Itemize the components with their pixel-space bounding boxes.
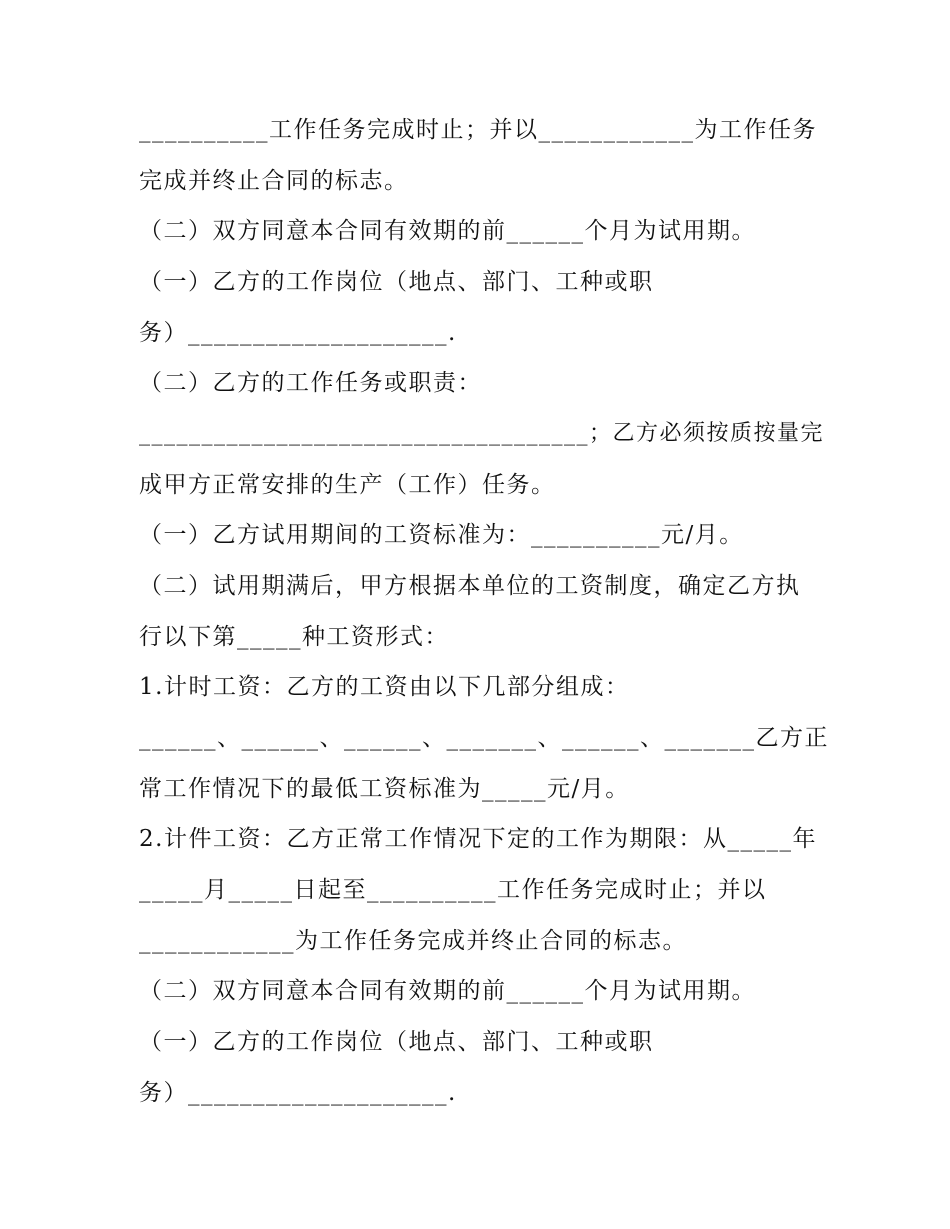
text-line: 务）____________________. xyxy=(139,320,457,346)
text-line: 行以下第_____种工资形式： xyxy=(139,624,449,650)
text-line: （一）乙方的工作岗位（地点、部门、工种或职 xyxy=(139,1029,654,1055)
text-line: （二）双方同意本合同有效期的前______个月为试用期。 xyxy=(139,218,756,244)
text-line: ______、______、______、_______、______、_______乙方正 xyxy=(139,725,829,751)
text-line: （二）试用期满后，甲方根据本单位的工资制度，确定乙方执 xyxy=(139,573,801,599)
text-line: （二）双方同意本合同有效期的前______个月为试用期。 xyxy=(139,978,756,1004)
text-line: 常工作情况下的最低工资标准为_____元/月。 xyxy=(139,776,630,802)
text-line: 2.计件工资：乙方正常工作情况下定的工作为期限：从_____年 xyxy=(139,826,817,852)
text-line: ____________为工作任务完成并终止合同的标志。 xyxy=(139,928,687,954)
text-line: （一）乙方的工作岗位（地点、部门、工种或职 xyxy=(139,269,654,295)
text-line: （二）乙方的工作任务或职责： xyxy=(139,370,482,396)
text-line: 完成并终止合同的标志。 xyxy=(139,168,409,194)
text-line: _____月_____日起至__________工作任务完成时止；并以 xyxy=(139,877,767,903)
text-line: ____________________________________；乙方必须按质按量完 xyxy=(139,421,825,446)
text-line: （一）乙方试用期间的工资标准为：__________元/月。 xyxy=(139,522,744,548)
text-line: 1.计时工资：乙方的工资由以下几部分组成： xyxy=(139,674,630,700)
text-line: 务）____________________. xyxy=(139,1080,457,1106)
text-line: __________工作任务完成时止；并以____________为工作任务 xyxy=(139,117,817,143)
text-line: 成甲方正常安排的生产（工作）任务。 xyxy=(139,472,556,498)
